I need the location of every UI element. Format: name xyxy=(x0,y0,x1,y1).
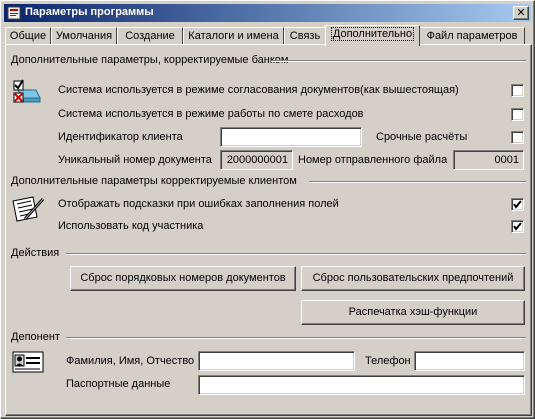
client-group-title: Дополнительные параметры корректируемые клиентом xyxy=(11,175,297,187)
doc-number-field: 2000000001 xyxy=(220,150,293,170)
passport-label: Паспортные данные xyxy=(66,378,171,390)
checkmark-icon xyxy=(513,222,522,231)
client-id-input[interactable] xyxy=(220,127,362,147)
show-hints-checkbox[interactable] xyxy=(511,198,524,211)
sent-file-number-field: 0001 xyxy=(453,150,524,170)
depositor-group-divider xyxy=(66,337,526,339)
sent-file-number-label: Номер отправленного файла xyxy=(298,154,448,166)
tab-additional[interactable]: Дополнительно xyxy=(325,25,420,46)
tab-strip xyxy=(5,25,532,45)
client-id-label: Идентификатор клиента xyxy=(58,131,183,143)
close-icon: ✕ xyxy=(516,6,526,19)
use-member-code-label: Использовать код участника xyxy=(58,220,204,232)
document-pen-icon xyxy=(11,193,47,225)
full-name-label: Фамилия, Имя, Отчество xyxy=(66,355,195,367)
tab-catalogs[interactable]: Каталоги и имена xyxy=(183,27,284,45)
option-approval-mode-label: Система используется в режиме согласования документов(как вышестоящая) xyxy=(58,84,459,96)
reset-user-preferences-button[interactable]: Сброс пользовательских предпочтений xyxy=(301,266,525,291)
window-title: Параметры программы xyxy=(25,6,154,18)
bank-group-divider xyxy=(271,60,526,62)
tab-creation[interactable]: Создание xyxy=(117,27,183,45)
tab-connection[interactable]: Связь xyxy=(284,27,326,45)
close-button[interactable] xyxy=(513,6,529,20)
depositor-group-title: Депонент xyxy=(11,331,60,343)
option-budget-mode-label: Система используется в режиме работы по смете расходов xyxy=(58,108,364,120)
tab-panel-additional xyxy=(5,44,532,416)
client-group-divider xyxy=(309,181,526,183)
checklist-icon xyxy=(12,78,42,108)
bank-group-title: Дополнительные параметры, корректируемые банком xyxy=(11,54,289,66)
actions-group-title: Действия xyxy=(11,247,60,259)
checkmark-icon xyxy=(513,200,522,209)
doc-number-label: Уникальный номер документа xyxy=(58,154,212,166)
tab-general[interactable]: Общие xyxy=(5,27,51,45)
print-hash-button[interactable]: Распечатка хэш-функции xyxy=(301,300,525,325)
phone-input[interactable] xyxy=(414,351,525,371)
reset-doc-numbers-button[interactable]: Сброс порядковых номеров документов xyxy=(70,266,296,291)
full-name-input[interactable] xyxy=(198,351,355,371)
use-member-code-checkbox[interactable] xyxy=(511,220,524,233)
app-icon xyxy=(7,6,21,20)
tab-defaults[interactable]: Умолчания xyxy=(51,27,117,45)
phone-label: Телефон xyxy=(365,355,411,367)
option-budget-mode-checkbox[interactable] xyxy=(511,108,524,121)
passport-input[interactable] xyxy=(198,375,525,395)
urgent-payments-checkbox[interactable] xyxy=(511,131,524,144)
option-approval-mode-checkbox[interactable] xyxy=(511,84,524,97)
show-hints-label: Отображать подсказки при ошибках заполнения полей xyxy=(58,198,339,210)
tab-parameter-file[interactable]: Файл параметров xyxy=(419,27,525,45)
title-bar[interactable] xyxy=(4,4,531,22)
actions-group-divider xyxy=(66,253,526,255)
id-card-icon xyxy=(12,350,44,374)
urgent-payments-label: Срочные расчёты xyxy=(376,131,468,143)
